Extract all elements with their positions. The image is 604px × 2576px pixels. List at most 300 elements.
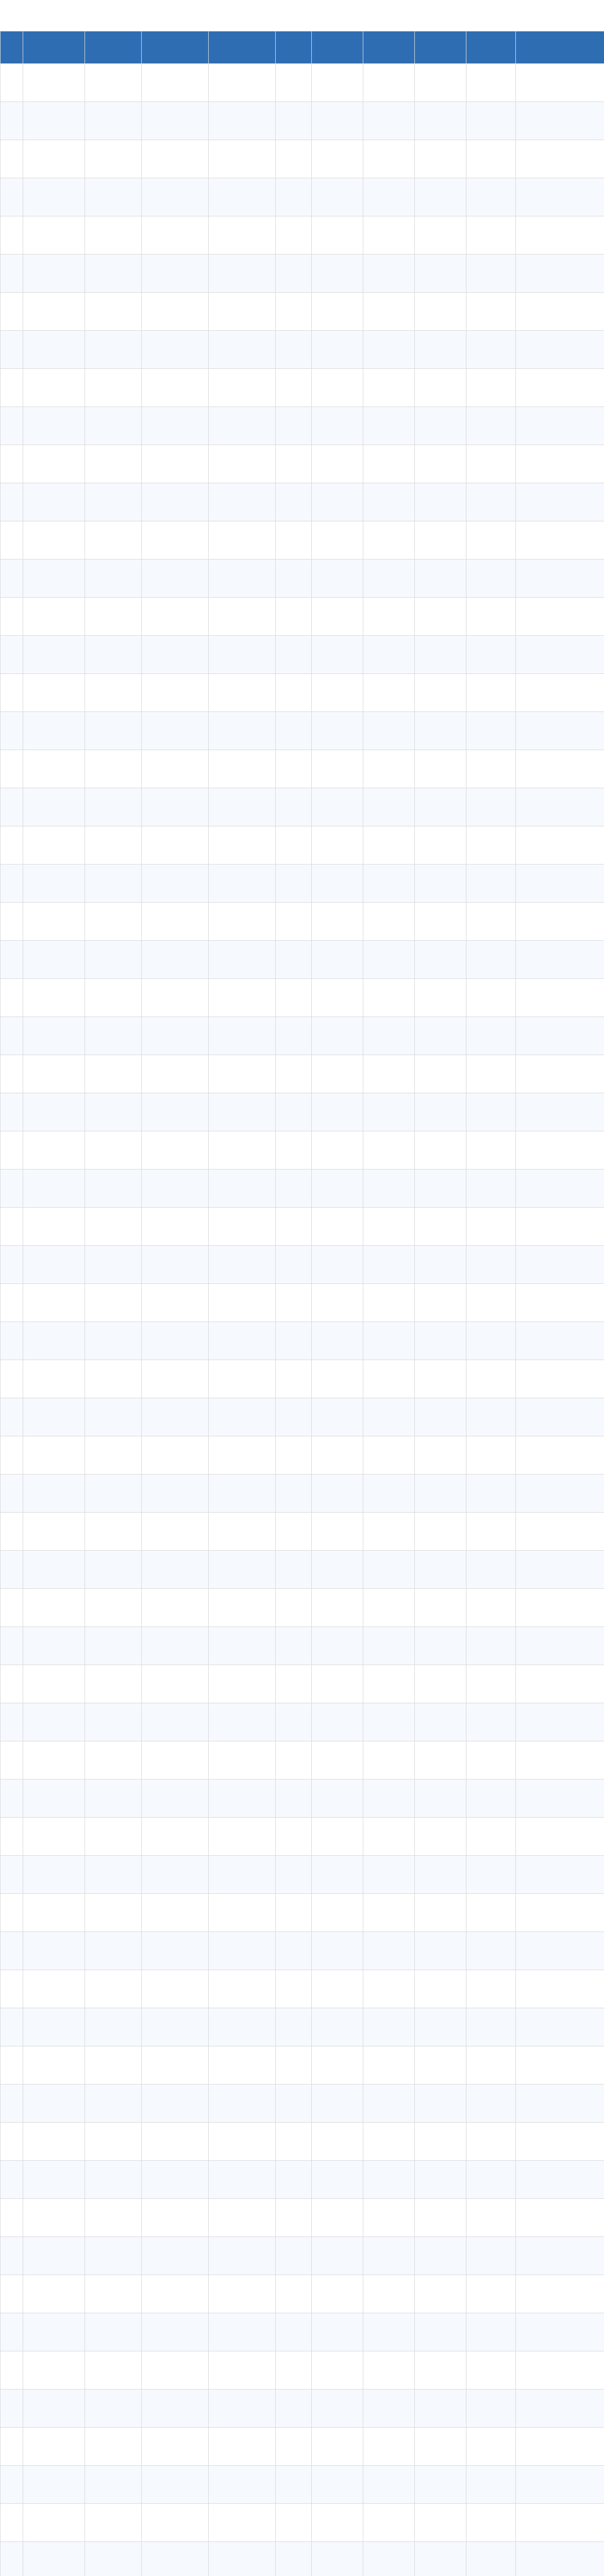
table-cell xyxy=(312,1627,363,1665)
table-cell xyxy=(23,826,85,865)
table-cell xyxy=(516,1589,604,1627)
table-cell xyxy=(85,1894,142,1932)
table-cell xyxy=(209,2542,276,2576)
table-cell xyxy=(312,2123,363,2161)
table-cell xyxy=(363,1131,415,1170)
table-cell xyxy=(1,1208,23,1246)
table-cell xyxy=(363,255,415,293)
table-cell xyxy=(363,2008,415,2046)
table-cell xyxy=(276,2161,312,2199)
table-cell xyxy=(1,102,23,140)
table-cell xyxy=(516,2046,604,2084)
table-cell xyxy=(516,1055,604,1093)
table-cell xyxy=(142,1780,209,1818)
table-cell xyxy=(466,1932,516,1970)
table-row xyxy=(1,2046,604,2084)
table-cell xyxy=(516,1932,604,1970)
table-cell xyxy=(516,865,604,903)
table-cell xyxy=(23,598,85,636)
table-cell xyxy=(209,1131,276,1170)
table-cell xyxy=(85,750,142,788)
table-cell xyxy=(363,1894,415,1932)
table-cell xyxy=(516,826,604,865)
table-cell xyxy=(466,1246,516,1284)
table-cell xyxy=(466,483,516,521)
table-cell xyxy=(415,2504,466,2542)
table-cell xyxy=(209,979,276,1017)
table-cell xyxy=(23,1208,85,1246)
table-cell xyxy=(23,2466,85,2504)
table-cell xyxy=(466,1170,516,1208)
table-cell xyxy=(142,2275,209,2313)
table-cell xyxy=(516,1780,604,1818)
table-cell xyxy=(1,2199,23,2237)
table-row xyxy=(1,407,604,445)
table-cell xyxy=(312,941,363,979)
table-cell xyxy=(312,2084,363,2123)
table-cell xyxy=(209,941,276,979)
table-cell xyxy=(466,102,516,140)
table-cell xyxy=(516,1703,604,1741)
table-cell xyxy=(209,216,276,255)
table-cell xyxy=(276,1665,312,1703)
table-cell xyxy=(516,2084,604,2123)
table-row xyxy=(1,1932,604,1970)
table-cell xyxy=(312,2428,363,2466)
table-cell xyxy=(415,1780,466,1818)
table-cell xyxy=(209,2046,276,2084)
table-cell xyxy=(466,712,516,750)
table-cell xyxy=(516,2275,604,2313)
table-cell xyxy=(415,2428,466,2466)
table-cell xyxy=(363,1093,415,1131)
data-table xyxy=(0,31,604,2576)
table-cell xyxy=(209,1093,276,1131)
table-cell xyxy=(85,2084,142,2123)
table-row xyxy=(1,1131,604,1170)
table-cell xyxy=(312,636,363,674)
table-cell xyxy=(516,369,604,407)
table-cell xyxy=(516,331,604,369)
table-cell xyxy=(363,102,415,140)
table-cell xyxy=(312,331,363,369)
table-cell xyxy=(312,1284,363,1322)
table-cell xyxy=(466,2428,516,2466)
table-cell xyxy=(85,2542,142,2576)
table-cell xyxy=(516,2008,604,2046)
table-cell xyxy=(209,1703,276,1741)
table-cell xyxy=(363,1436,415,1475)
table-cell xyxy=(85,293,142,331)
table-cell xyxy=(23,2237,85,2275)
table-cell xyxy=(363,674,415,712)
table-cell xyxy=(1,2275,23,2313)
table-cell xyxy=(85,979,142,1017)
table-cell xyxy=(85,483,142,521)
table-cell xyxy=(276,674,312,712)
table-cell xyxy=(209,521,276,560)
table-cell xyxy=(466,2199,516,2237)
table-cell xyxy=(85,2046,142,2084)
table-cell xyxy=(1,2389,23,2428)
table-cell xyxy=(142,1093,209,1131)
table-cell xyxy=(1,1436,23,1475)
table-cell xyxy=(85,903,142,941)
table-cell xyxy=(466,2237,516,2275)
table-cell xyxy=(85,331,142,369)
table-cell xyxy=(1,865,23,903)
table-row xyxy=(1,1703,604,1741)
table-cell xyxy=(516,1284,604,1322)
table-cell xyxy=(23,1322,85,1360)
table-row xyxy=(1,2237,604,2275)
table-cell xyxy=(23,1741,85,1780)
table-row xyxy=(1,1322,604,1360)
table-cell xyxy=(516,2542,604,2576)
table-cell xyxy=(142,1246,209,1284)
table-cell xyxy=(209,2199,276,2237)
table-cell xyxy=(312,1093,363,1131)
table-cell xyxy=(415,2123,466,2161)
table-cell xyxy=(363,2161,415,2199)
table-cell xyxy=(1,369,23,407)
table-cell xyxy=(363,1475,415,1513)
table-cell xyxy=(23,1398,85,1436)
table-cell xyxy=(363,369,415,407)
table-cell xyxy=(466,1551,516,1589)
table-cell xyxy=(415,64,466,102)
table-cell xyxy=(415,865,466,903)
table-row xyxy=(1,826,604,865)
table-cell xyxy=(312,483,363,521)
table-cell xyxy=(209,865,276,903)
table-cell xyxy=(1,1970,23,2008)
table-row xyxy=(1,1551,604,1589)
table-cell xyxy=(466,331,516,369)
table-cell xyxy=(209,102,276,140)
table-cell xyxy=(363,1627,415,1665)
table-cell xyxy=(1,1131,23,1170)
table-cell xyxy=(85,445,142,483)
table-cell xyxy=(312,560,363,598)
table-cell xyxy=(1,598,23,636)
table-cell xyxy=(85,712,142,750)
table-cell xyxy=(516,2199,604,2237)
table-cell xyxy=(516,1131,604,1170)
table-cell xyxy=(209,560,276,598)
table-cell xyxy=(363,1703,415,1741)
table-cell xyxy=(312,2008,363,2046)
table-cell xyxy=(312,178,363,216)
table-cell xyxy=(1,1398,23,1436)
table-row xyxy=(1,865,604,903)
table-cell xyxy=(142,1703,209,1741)
table-cell xyxy=(85,1055,142,1093)
table-row xyxy=(1,2161,604,2199)
table-cell xyxy=(276,2237,312,2275)
table-cell xyxy=(85,1208,142,1246)
table-cell xyxy=(1,1665,23,1703)
table-cell xyxy=(415,941,466,979)
table-cell xyxy=(276,2389,312,2428)
table-cell xyxy=(23,1627,85,1665)
table-cell xyxy=(363,1017,415,1055)
table-cell xyxy=(466,941,516,979)
table-row xyxy=(1,1093,604,1131)
table-cell xyxy=(209,1436,276,1475)
table-cell xyxy=(466,1818,516,1856)
table-row xyxy=(1,2466,604,2504)
table-cell xyxy=(23,1703,85,1741)
table-cell xyxy=(466,2542,516,2576)
table-cell xyxy=(363,2504,415,2542)
table-cell xyxy=(142,2008,209,2046)
table-cell xyxy=(85,2389,142,2428)
table-row xyxy=(1,293,604,331)
table-cell xyxy=(1,2351,23,2389)
table-cell xyxy=(363,636,415,674)
table-cell xyxy=(1,1818,23,1856)
table-cell xyxy=(312,1818,363,1856)
table-cell xyxy=(312,788,363,826)
table-cell xyxy=(85,1284,142,1322)
table-cell xyxy=(363,1780,415,1818)
table-cell xyxy=(415,140,466,178)
table-cell xyxy=(276,1513,312,1551)
table-cell xyxy=(142,64,209,102)
table-cell xyxy=(209,826,276,865)
table-cell xyxy=(23,102,85,140)
table-cell xyxy=(23,750,85,788)
table-cell xyxy=(142,674,209,712)
table-cell xyxy=(516,102,604,140)
table-row xyxy=(1,331,604,369)
table-cell xyxy=(516,255,604,293)
table-cell xyxy=(312,1551,363,1589)
table-cell xyxy=(466,1131,516,1170)
table-cell xyxy=(312,1170,363,1208)
table-cell xyxy=(312,903,363,941)
table-cell xyxy=(1,2466,23,2504)
table-cell xyxy=(466,865,516,903)
table-cell xyxy=(1,712,23,750)
table-cell xyxy=(1,293,23,331)
table-cell xyxy=(415,1436,466,1475)
table-cell xyxy=(85,2428,142,2466)
table-cell xyxy=(312,369,363,407)
table-cell xyxy=(209,255,276,293)
column-header xyxy=(142,31,209,64)
table-body xyxy=(1,64,604,2576)
table-cell xyxy=(23,2428,85,2466)
table-cell xyxy=(466,1665,516,1703)
table-cell xyxy=(363,2123,415,2161)
table-cell xyxy=(312,1741,363,1780)
table-cell xyxy=(276,560,312,598)
table-cell xyxy=(276,1932,312,1970)
table-cell xyxy=(1,941,23,979)
table-cell xyxy=(1,1856,23,1894)
table-cell xyxy=(1,255,23,293)
table-cell xyxy=(209,598,276,636)
table-cell xyxy=(415,1360,466,1398)
table-cell xyxy=(415,1551,466,1589)
table-row xyxy=(1,2199,604,2237)
table-cell xyxy=(312,1360,363,1398)
table-cell xyxy=(466,750,516,788)
table-cell xyxy=(466,1436,516,1475)
table-cell xyxy=(415,483,466,521)
table-cell xyxy=(466,216,516,255)
table-cell xyxy=(209,2161,276,2199)
table-cell xyxy=(415,2466,466,2504)
table-cell xyxy=(466,140,516,178)
table-cell xyxy=(85,560,142,598)
table-cell xyxy=(276,1131,312,1170)
table-cell xyxy=(363,407,415,445)
table-row xyxy=(1,2389,604,2428)
table-cell xyxy=(276,521,312,560)
table-cell xyxy=(142,2237,209,2275)
table-cell xyxy=(142,1208,209,1246)
table-cell xyxy=(209,2008,276,2046)
table-cell xyxy=(516,712,604,750)
table-cell xyxy=(415,674,466,712)
table-cell xyxy=(276,750,312,788)
table-cell xyxy=(516,1360,604,1398)
table-cell xyxy=(23,979,85,1017)
table-cell xyxy=(466,1208,516,1246)
table-cell xyxy=(23,1131,85,1170)
table-cell xyxy=(142,750,209,788)
column-header xyxy=(312,31,363,64)
table-cell xyxy=(209,2275,276,2313)
table-cell xyxy=(415,102,466,140)
table-cell xyxy=(142,1894,209,1932)
table-cell xyxy=(466,788,516,826)
table-cell xyxy=(466,2351,516,2389)
table-row xyxy=(1,1398,604,1436)
table-row xyxy=(1,1627,604,1665)
table-cell xyxy=(363,2542,415,2576)
table-cell xyxy=(466,2504,516,2542)
table-cell xyxy=(142,1627,209,1665)
table-cell xyxy=(1,979,23,1017)
table-cell xyxy=(363,1932,415,1970)
table-cell xyxy=(1,2428,23,2466)
table-cell xyxy=(209,750,276,788)
table-cell xyxy=(142,1284,209,1322)
table-cell xyxy=(1,64,23,102)
table-cell xyxy=(142,1970,209,2008)
table-cell xyxy=(276,1475,312,1513)
table-cell xyxy=(415,2084,466,2123)
table-cell xyxy=(415,1246,466,1284)
table-row xyxy=(1,1665,604,1703)
table-cell xyxy=(276,903,312,941)
table-cell xyxy=(209,2084,276,2123)
table-cell xyxy=(276,2542,312,2576)
table-row xyxy=(1,2542,604,2576)
table-cell xyxy=(23,1780,85,1818)
table-cell xyxy=(23,140,85,178)
table-cell xyxy=(1,1017,23,1055)
table-cell xyxy=(415,2542,466,2576)
table-cell xyxy=(363,1551,415,1589)
table-cell xyxy=(363,598,415,636)
table-cell xyxy=(466,2084,516,2123)
table-cell xyxy=(85,2504,142,2542)
page-title xyxy=(0,0,604,31)
table-cell xyxy=(312,1703,363,1741)
table-cell xyxy=(363,2428,415,2466)
table-cell xyxy=(276,1017,312,1055)
table-cell xyxy=(1,826,23,865)
table-row xyxy=(1,788,604,826)
table-cell xyxy=(209,331,276,369)
table-cell xyxy=(276,1627,312,1665)
table-cell xyxy=(466,1017,516,1055)
table-row xyxy=(1,979,604,1017)
table-cell xyxy=(415,636,466,674)
table-cell xyxy=(1,674,23,712)
table-cell xyxy=(516,1665,604,1703)
table-cell xyxy=(312,64,363,102)
table-cell xyxy=(85,2351,142,2389)
table-cell xyxy=(142,1360,209,1398)
table-cell xyxy=(276,1894,312,1932)
table-cell xyxy=(415,407,466,445)
table-cell xyxy=(85,2008,142,2046)
table-cell xyxy=(276,178,312,216)
table-cell xyxy=(276,293,312,331)
table-cell xyxy=(1,1246,23,1284)
table-header-row xyxy=(1,31,604,64)
table-cell xyxy=(363,445,415,483)
table-cell xyxy=(209,1284,276,1322)
table-cell xyxy=(363,750,415,788)
table-cell xyxy=(142,2428,209,2466)
table-cell xyxy=(209,140,276,178)
table-cell xyxy=(516,1894,604,1932)
column-header xyxy=(85,31,142,64)
table-cell xyxy=(276,255,312,293)
table-cell xyxy=(85,674,142,712)
table-cell xyxy=(312,1970,363,2008)
table-cell xyxy=(209,483,276,521)
table-cell xyxy=(85,1970,142,2008)
column-header xyxy=(23,31,85,64)
table-cell xyxy=(363,293,415,331)
table-cell xyxy=(142,178,209,216)
table-cell xyxy=(516,2504,604,2542)
table-cell xyxy=(209,1322,276,1360)
table-cell xyxy=(85,636,142,674)
table-cell xyxy=(312,2542,363,2576)
table-cell xyxy=(209,2466,276,2504)
column-header xyxy=(363,31,415,64)
table-cell xyxy=(312,1780,363,1818)
table-cell xyxy=(276,1856,312,1894)
table-cell xyxy=(415,1398,466,1436)
table-cell xyxy=(466,826,516,865)
table-cell xyxy=(363,1055,415,1093)
table-cell xyxy=(363,979,415,1017)
table-row xyxy=(1,102,604,140)
table-cell xyxy=(312,255,363,293)
table-cell xyxy=(142,331,209,369)
table-row xyxy=(1,2084,604,2123)
